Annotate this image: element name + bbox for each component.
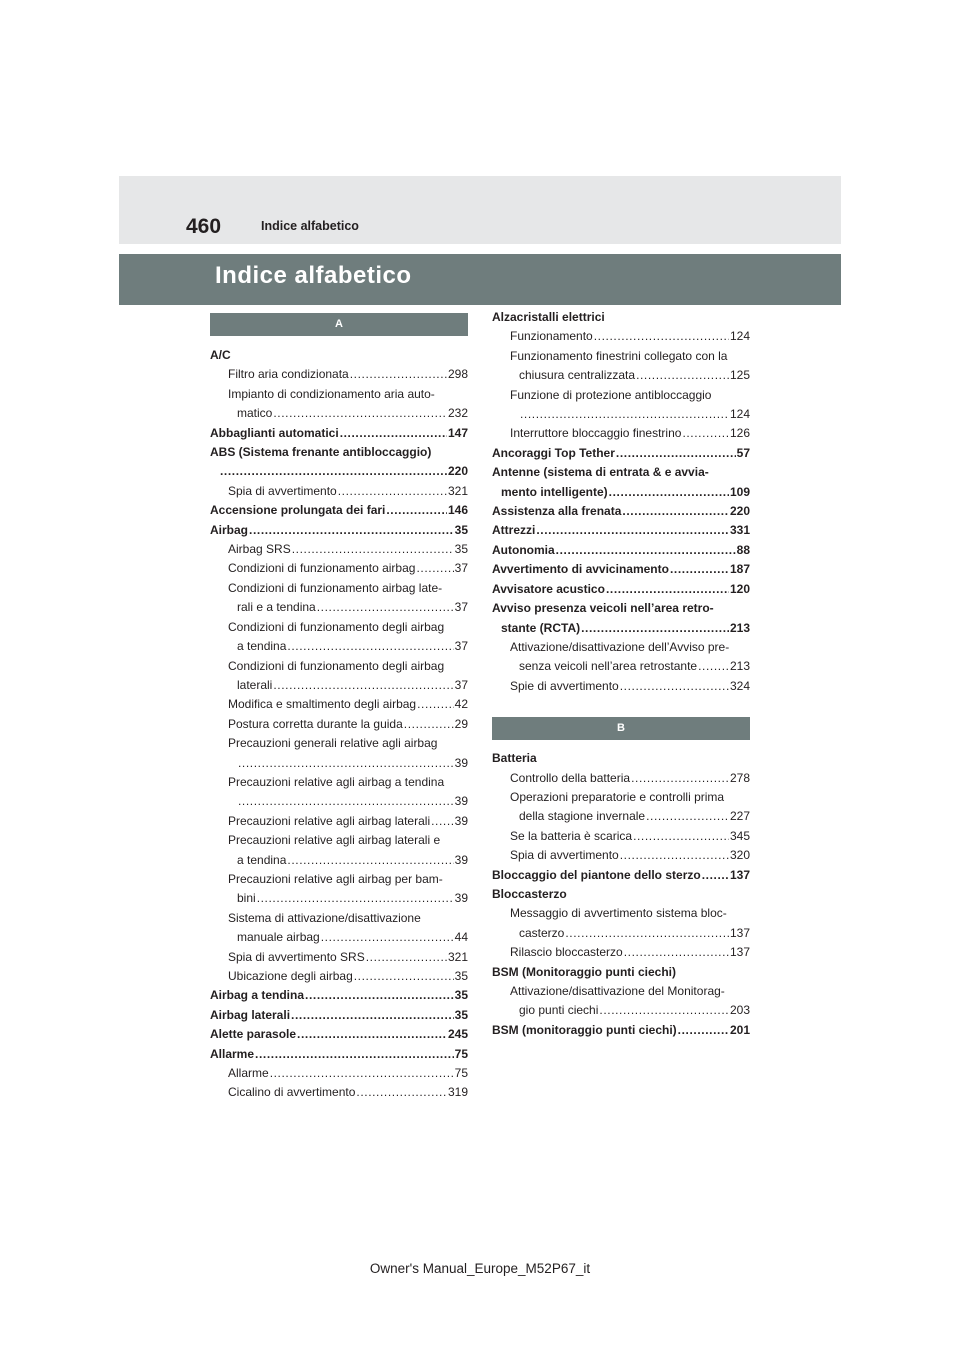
entry-page-number: 88 xyxy=(736,542,750,557)
entry-text: Funzionamento finestrini collegato con la xyxy=(510,348,728,363)
index-entry xyxy=(210,346,468,365)
dot-leader xyxy=(340,424,447,443)
index-entry xyxy=(210,424,468,443)
dot-leader xyxy=(273,676,453,695)
index-entry xyxy=(492,502,750,521)
dot-leader xyxy=(620,677,729,696)
dot-leader xyxy=(633,827,729,846)
index-entry xyxy=(492,541,750,560)
index-entry xyxy=(210,657,468,676)
index-entry xyxy=(210,559,468,578)
dot-leader xyxy=(273,404,447,423)
dot-leader xyxy=(292,540,454,559)
index-entry xyxy=(492,1001,750,1020)
entry-text: Rilascio bloccasterzo xyxy=(510,945,623,960)
entry-text: bini xyxy=(237,891,256,906)
entry-text: Spia di avvertimento SRS xyxy=(228,949,365,964)
index-entry xyxy=(492,366,750,385)
entry-page-number: 39 xyxy=(454,755,468,770)
entry-text: rali e a tendina xyxy=(237,600,316,615)
dot-leader xyxy=(297,1025,447,1044)
index-entry xyxy=(492,405,750,424)
index-entry xyxy=(210,540,468,559)
entry-page-number: 125 xyxy=(729,368,750,383)
entry-text: Precauzioni relative agli airbag laterali xyxy=(228,813,431,828)
page-number: 460 xyxy=(186,215,222,238)
entry-text: Spia di avvertimento xyxy=(510,848,619,863)
entry-page-number: 35 xyxy=(454,988,468,1003)
index-entry xyxy=(492,424,750,443)
index-entry xyxy=(492,638,750,657)
entry-page-number: 278 xyxy=(729,770,750,785)
entry-page-number: 298 xyxy=(447,367,468,382)
index-entry xyxy=(492,327,750,346)
index-entry xyxy=(210,579,468,598)
entry-page-number: 245 xyxy=(447,1027,468,1042)
index-entry xyxy=(210,385,468,404)
entry-text: Airbag laterali xyxy=(210,1007,291,1022)
entry-page-number: 146 xyxy=(447,503,468,518)
dot-leader xyxy=(606,580,729,599)
index-entry xyxy=(210,831,468,850)
entry-text: Condizioni di funzionamento airbag xyxy=(228,561,416,576)
index-entry xyxy=(210,928,468,947)
dot-leader xyxy=(305,986,454,1005)
entry-page-number: 220 xyxy=(447,464,468,479)
entry-page-number: 126 xyxy=(729,426,750,441)
entry-page-number: 42 xyxy=(454,697,468,712)
entry-text: Attivazione/disattivazione dell’Avviso pre- xyxy=(510,639,730,654)
entry-page-number: 137 xyxy=(729,925,750,940)
section-header-a: A xyxy=(210,313,468,336)
entry-text: Operazioni preparatorie e controlli prima xyxy=(510,789,725,804)
page-footer: Owner's Manual_Europe_M52P67_it xyxy=(369,1261,591,1276)
dot-leader xyxy=(287,637,453,656)
section-header-b: B xyxy=(492,717,750,740)
entry-text: Attivazione/disattivazione del Monitorag- xyxy=(510,984,725,998)
index-entry xyxy=(210,948,468,967)
dot-leader xyxy=(678,1021,729,1040)
entry-text: Spia di avvertimento xyxy=(228,483,337,498)
entry-page-number: 345 xyxy=(729,828,750,843)
dot-leader xyxy=(536,521,729,540)
entry-text: Batteria xyxy=(492,751,537,766)
entry-text: matico xyxy=(237,406,273,421)
index-entry xyxy=(492,463,750,482)
dot-leader xyxy=(646,807,729,826)
index-entry xyxy=(210,986,468,1005)
dot-leader xyxy=(616,444,736,463)
entry-page-number: 321 xyxy=(447,949,468,964)
running-head: Indice alfabetico xyxy=(261,219,359,233)
entry-text: Alzacristalli elettrici xyxy=(492,310,605,324)
dot-leader xyxy=(599,1001,729,1020)
entry-text: BSM (monitoraggio punti ciechi) xyxy=(492,1022,677,1037)
title-banner xyxy=(119,254,841,305)
entry-page-number: 187 xyxy=(729,562,750,577)
index-entry xyxy=(492,924,750,943)
entry-text: Precauzioni relative agli airbag a tendina xyxy=(228,774,445,789)
index-entry xyxy=(210,909,468,928)
index-entry xyxy=(210,870,468,889)
index-entry xyxy=(492,347,750,366)
entry-page-number: 319 xyxy=(447,1085,468,1100)
entry-page-number: 35 xyxy=(454,969,468,983)
entry-page-number: 75 xyxy=(454,1066,468,1081)
dot-leader xyxy=(350,365,447,384)
entry-page-number: 39 xyxy=(454,794,468,809)
entry-text: stante (RCTA) xyxy=(501,620,581,635)
entry-text: Abbaglianti automatici xyxy=(210,425,339,440)
index-entry xyxy=(492,846,750,865)
dot-leader xyxy=(431,812,454,831)
index-entry xyxy=(210,715,468,734)
entry-page-number: 37 xyxy=(454,561,468,576)
index-entry xyxy=(210,792,468,811)
entry-text: Attrezzi xyxy=(492,523,536,538)
entry-text: Allarme xyxy=(210,1046,255,1061)
entry-text: chiusura centralizzata xyxy=(519,368,636,383)
dot-leader xyxy=(416,559,453,578)
entry-page-number: 44 xyxy=(454,930,468,945)
entry-text: Bloccasterzo xyxy=(492,886,567,901)
dot-leader xyxy=(386,501,447,520)
dot-leader xyxy=(702,866,729,885)
index-entry xyxy=(492,560,750,579)
index-entry xyxy=(492,749,750,768)
index-entry xyxy=(210,1025,468,1044)
dot-leader xyxy=(257,889,454,908)
dot-leader xyxy=(581,619,729,638)
index-entry xyxy=(210,967,468,986)
entry-text: della stagione invernale xyxy=(519,809,646,824)
entry-text: Spie di avvertimento xyxy=(510,678,619,693)
dot-leader xyxy=(249,521,454,540)
dot-leader xyxy=(238,754,454,773)
dot-leader xyxy=(417,695,454,714)
entry-text: Condizioni di funzionamento airbag late- xyxy=(228,580,443,595)
entry-text: Precauzioni relative agli airbag laterali e xyxy=(228,833,441,848)
index-entry xyxy=(210,365,468,384)
dot-leader xyxy=(317,598,454,617)
entry-text: Cicalino di avvertimento xyxy=(228,1085,356,1100)
index-entry xyxy=(210,462,468,481)
entry-text: Sistema di attivazione/disattivazione xyxy=(228,910,421,925)
page-title: Indice alfabetico xyxy=(215,262,412,289)
entry-text: Airbag a tendina xyxy=(210,988,305,1003)
index-entry xyxy=(492,521,750,540)
index-entry xyxy=(492,807,750,826)
dot-leader xyxy=(366,948,447,967)
entry-page-number: 213 xyxy=(729,659,750,674)
entry-text: Autonomia xyxy=(492,542,555,557)
index-column-right xyxy=(492,308,750,1040)
index-list-right-b xyxy=(492,749,750,1040)
dot-leader xyxy=(520,405,729,424)
dot-leader xyxy=(291,1006,454,1025)
entry-page-number: 75 xyxy=(454,1046,468,1061)
index-entry xyxy=(210,676,468,695)
dot-leader xyxy=(565,924,729,943)
dot-leader xyxy=(556,541,736,560)
entry-text: Avvertimento di avvicinamento xyxy=(492,562,669,577)
index-entry xyxy=(492,943,750,962)
entry-page-number: 37 xyxy=(454,600,468,615)
entry-text: Avvisatore acustico xyxy=(492,581,605,596)
entry-page-number: 39 xyxy=(454,852,468,867)
entry-page-number: 124 xyxy=(729,407,750,422)
index-list-right-a xyxy=(492,308,750,696)
entry-page-number: 35 xyxy=(454,542,468,557)
entry-page-number: 35 xyxy=(454,1007,468,1022)
index-entry xyxy=(210,404,468,423)
dot-leader xyxy=(354,967,454,986)
entry-text: mento intelligente) xyxy=(501,484,608,499)
index-entry xyxy=(210,618,468,637)
index-entry xyxy=(210,482,468,501)
index-entry xyxy=(210,851,468,870)
index-entry xyxy=(210,443,468,462)
dot-leader xyxy=(404,715,454,734)
entry-text: Avviso presenza veicoli nell’area retro- xyxy=(492,601,714,616)
entry-page-number: 39 xyxy=(454,813,468,828)
index-list-left xyxy=(210,346,468,1103)
entry-text: Ubicazione degli airbag xyxy=(228,969,353,983)
entry-text: Filtro aria condizionata xyxy=(228,367,349,382)
index-entry xyxy=(492,444,750,463)
entry-page-number: 29 xyxy=(454,716,468,731)
entry-text: casterzo xyxy=(519,925,565,940)
index-entry xyxy=(492,982,750,1001)
entry-page-number: 201 xyxy=(729,1022,750,1037)
dot-leader xyxy=(609,483,729,502)
entry-text: ABS (Sistema frenante antibloccaggio) xyxy=(210,445,432,460)
index-entry xyxy=(492,904,750,923)
dot-leader xyxy=(631,769,729,788)
index-entry xyxy=(492,866,750,885)
entry-text: A/C xyxy=(210,348,231,362)
dot-leader xyxy=(682,424,729,443)
entry-page-number: 220 xyxy=(729,504,750,519)
dot-leader xyxy=(338,482,447,501)
entry-text: senza veicoli nell’area retrostante xyxy=(519,659,698,674)
entry-page-number: 203 xyxy=(729,1003,750,1018)
dot-leader xyxy=(594,327,729,346)
dot-leader xyxy=(636,366,729,385)
index-entry xyxy=(210,1064,468,1083)
entry-text: Controllo della batteria xyxy=(510,770,631,785)
dot-leader xyxy=(287,851,453,870)
dot-leader xyxy=(622,502,729,521)
entry-text: Assistenza alla frenata xyxy=(492,504,622,519)
entry-text: Antenne (sistema di entrata & e avvia- xyxy=(492,465,709,480)
entry-page-number: 109 xyxy=(729,484,750,499)
entry-page-number: 213 xyxy=(729,620,750,635)
index-entry xyxy=(210,521,468,540)
index-entry xyxy=(210,1045,468,1064)
entry-text: Funzione di protezione antibloccaggio xyxy=(510,387,712,402)
index-entry xyxy=(492,619,750,638)
entry-page-number: 39 xyxy=(454,891,468,906)
dot-leader xyxy=(238,792,454,811)
index-entry xyxy=(210,889,468,908)
entry-page-number: 37 xyxy=(454,639,468,654)
entry-text: Airbag SRS xyxy=(228,542,291,557)
index-entry xyxy=(492,657,750,676)
entry-text: Condizioni di funzionamento degli airbag xyxy=(228,658,445,673)
index-entry xyxy=(492,788,750,807)
entry-text: Precauzioni generali relative agli airbag xyxy=(228,736,438,751)
entry-page-number: 137 xyxy=(729,867,750,882)
entry-text: Se la batteria è scarica xyxy=(510,828,633,843)
entry-page-number: 227 xyxy=(729,809,750,824)
entry-page-number: 57 xyxy=(736,445,750,460)
entry-page-number: 37 xyxy=(454,677,468,692)
entry-page-number: 331 xyxy=(729,523,750,538)
entry-page-number: 232 xyxy=(447,406,468,421)
index-entry xyxy=(210,734,468,753)
index-entry xyxy=(492,580,750,599)
dot-leader xyxy=(220,462,447,481)
index-column-left xyxy=(210,313,468,1103)
index-entry xyxy=(210,501,468,520)
index-entry xyxy=(492,885,750,904)
index-entry xyxy=(210,1006,468,1025)
index-entry xyxy=(210,754,468,773)
index-entry xyxy=(492,386,750,405)
entry-text: Airbag xyxy=(210,522,249,537)
entry-text: Allarme xyxy=(228,1066,269,1081)
index-entry xyxy=(492,677,750,696)
entry-text: Ancoraggi Top Tether xyxy=(492,445,615,460)
entry-text: Postura corretta durante la guida xyxy=(228,716,403,731)
entry-page-number: 320 xyxy=(729,848,750,863)
index-entry xyxy=(492,769,750,788)
entry-page-number: 124 xyxy=(729,329,750,344)
dot-leader xyxy=(270,1064,454,1083)
dot-leader xyxy=(698,657,729,676)
entry-page-number: 324 xyxy=(729,678,750,693)
entry-text: BSM (Monitoraggio punti ciechi) xyxy=(492,964,676,979)
entry-page-number: 137 xyxy=(729,945,750,960)
entry-text: gio punti ciechi xyxy=(519,1003,599,1018)
entry-page-number: 321 xyxy=(447,483,468,498)
entry-text: laterali xyxy=(237,677,273,692)
entry-page-number: 35 xyxy=(454,522,468,537)
entry-text: a tendina xyxy=(237,852,287,867)
dot-leader xyxy=(356,1083,447,1102)
entry-text: Alette parasole xyxy=(210,1027,297,1042)
entry-text: Accensione prolungata dei fari xyxy=(210,503,386,518)
entry-text: Impianto di condizionamento aria auto- xyxy=(228,386,435,401)
index-entry xyxy=(492,1021,750,1040)
index-entry xyxy=(210,812,468,831)
entry-text: Modifica e smaltimento degli airbag xyxy=(228,697,417,712)
index-entry xyxy=(210,1083,468,1102)
index-entry xyxy=(492,308,750,327)
index-entry xyxy=(492,483,750,502)
entry-text: Bloccaggio del piantone dello sterzo xyxy=(492,867,701,882)
index-entry xyxy=(210,598,468,617)
dot-leader xyxy=(620,846,729,865)
dot-leader xyxy=(255,1045,454,1064)
entry-text: Funzionamento xyxy=(510,329,593,344)
entry-page-number: 120 xyxy=(729,581,750,596)
index-entry xyxy=(492,599,750,618)
index-entry xyxy=(210,637,468,656)
entry-text: a tendina xyxy=(237,639,287,654)
entry-page-number: 147 xyxy=(447,425,468,440)
dot-leader xyxy=(624,943,729,962)
entry-text: Condizioni di funzionamento degli airbag xyxy=(228,619,445,634)
header-band xyxy=(119,176,841,244)
index-entry xyxy=(492,963,750,982)
entry-text: Messaggio di avvertimento sistema bloc- xyxy=(510,906,727,921)
entry-text: Interruttore bloccaggio finestrino xyxy=(510,426,682,441)
dot-leader xyxy=(321,928,454,947)
dot-leader xyxy=(670,560,729,579)
entry-text: Precauzioni relative agli airbag per bam- xyxy=(228,871,443,886)
index-entry xyxy=(492,827,750,846)
index-entry xyxy=(210,695,468,714)
index-entry xyxy=(210,773,468,792)
entry-text: manuale airbag xyxy=(237,930,320,945)
